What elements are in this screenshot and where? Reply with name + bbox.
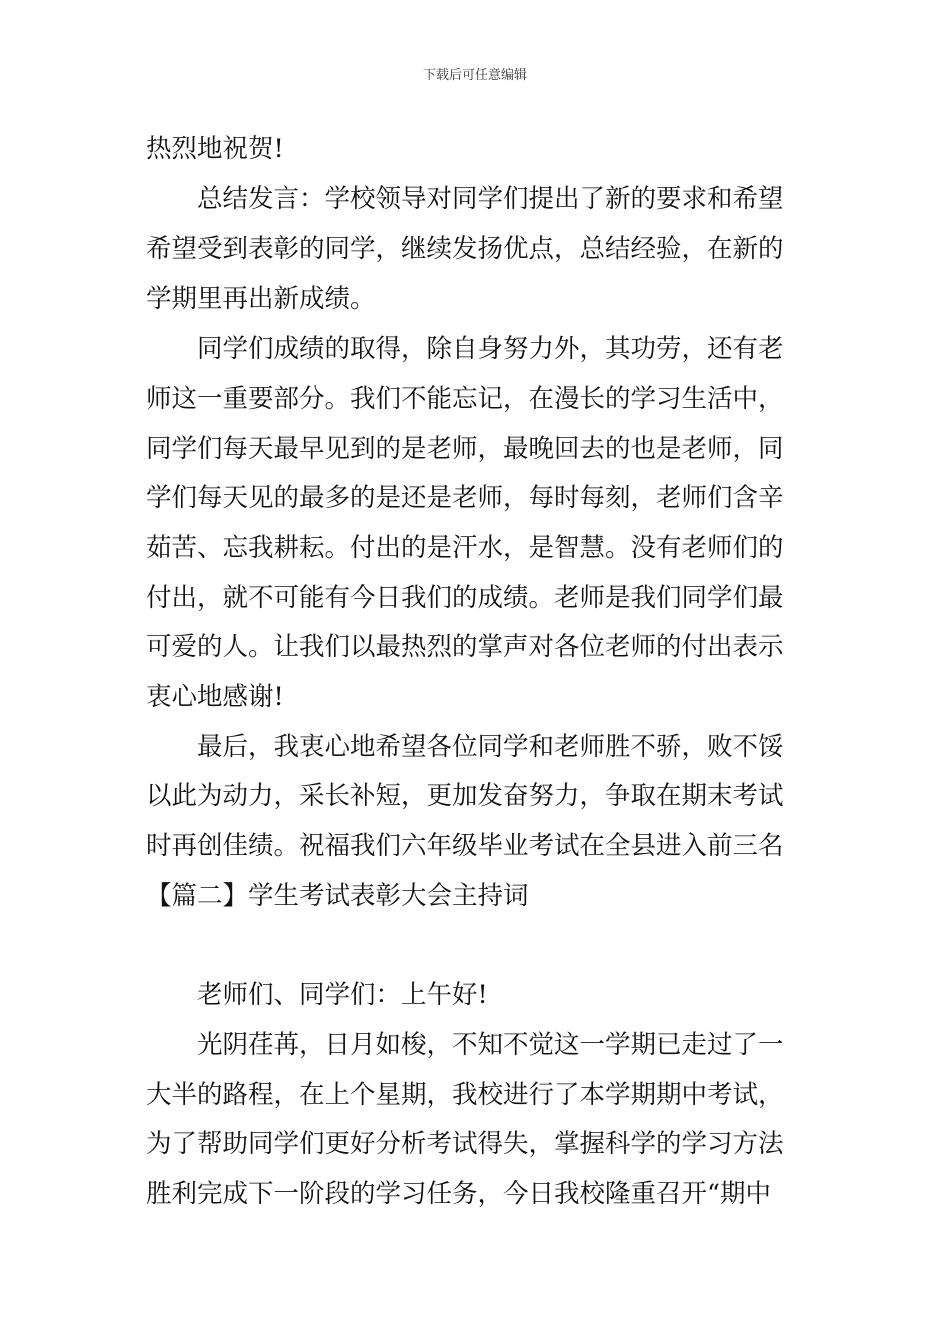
text-line: 同学们每天最早见到的是老师，最晚回去的也是老师，同 xyxy=(146,434,784,464)
text-line: 可爱的人。让我们以最热烈的掌声对各位老师的付出表示 xyxy=(146,632,784,662)
text-line: 光阴荏苒，日月如梭，不知不觉这一学期已走过了一 xyxy=(197,1030,784,1060)
text-line: 师这一重要部分。我们不能忘记，在漫长的学习生活中， xyxy=(146,384,784,414)
section-heading: 【篇二】学生考试表彰大会主持词 xyxy=(146,881,529,911)
text-line: 时再创佳绩。祝福我们六年级毕业考试在全县进入前三名 xyxy=(146,831,784,861)
text-line: 同学们成绩的取得，除自身努力外，其功劳，还有老 xyxy=(197,334,784,364)
text-line: 热烈地祝贺! xyxy=(146,134,284,164)
text-line: 大半的路程，在上个星期，我校进行了本学期期中考试， xyxy=(146,1080,784,1110)
text-line: 为了帮助同学们更好分析考试得失，掌握科学的学习方法 xyxy=(146,1129,784,1159)
text-line: 以此为动力，采长补短，更加发奋努力，争取在期末考试 xyxy=(146,781,784,811)
text-line: 衷心地感谢! xyxy=(146,682,284,712)
text-line: 学们每天见的最多的是还是老师，每时每刻，老师们含辛 xyxy=(146,483,784,513)
text-line: 老师们、同学们：上午好! xyxy=(197,980,488,1010)
text-line: 希望受到表彰的同学，继续发扬优点，总结经验，在新的 xyxy=(146,234,784,264)
page-header: 下载后可任意编辑 xyxy=(422,68,527,83)
text-line: 付出，就不可能有今日我们的成绩。老师是我们同学们最 xyxy=(146,583,784,613)
text-line: 最后，我衷心地希望各位同学和老师胜不骄，败不馁 xyxy=(197,732,784,762)
text-line: 总结发言：学校领导对同学们提出了新的要求和希望 xyxy=(197,184,784,214)
text-line: 学期里再出新成绩。 xyxy=(146,284,376,314)
text-line: 胜利完成下一阶段的学习任务，今日我校隆重召开“期中 xyxy=(146,1179,772,1209)
text-line: 茹苦、忘我耕耘。付出的是汗水，是智慧。没有老师们的 xyxy=(146,533,784,563)
